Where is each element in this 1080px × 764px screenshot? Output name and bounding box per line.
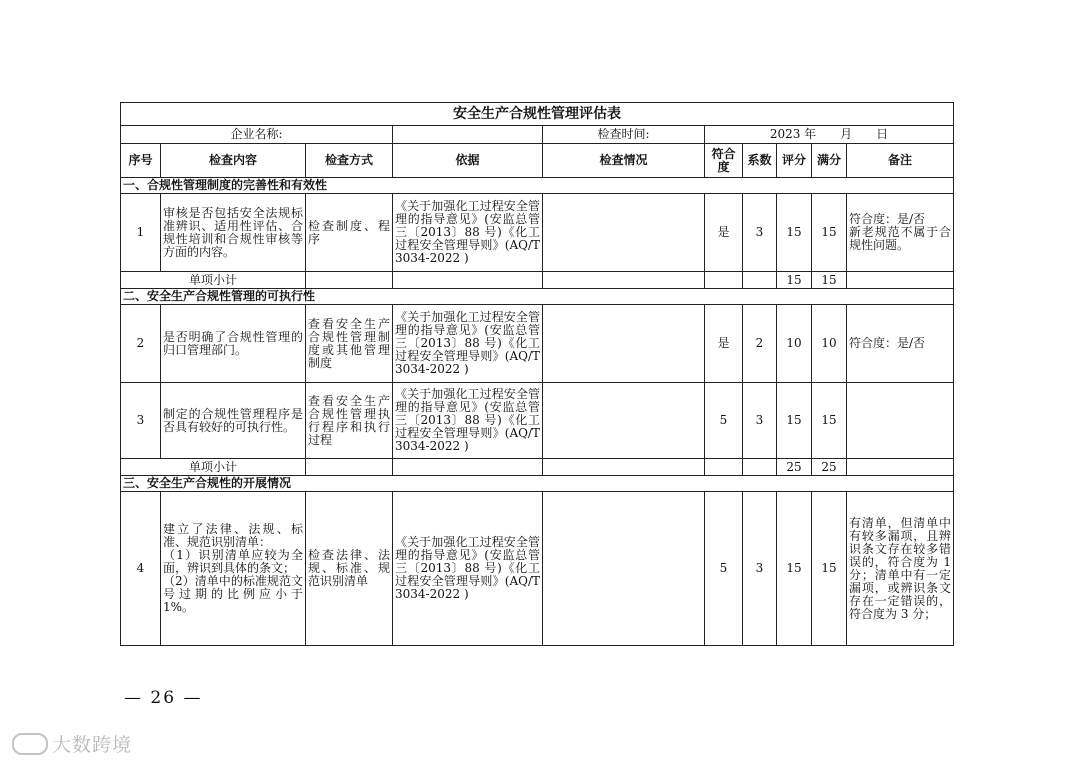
empty-cell [393, 272, 543, 289]
header-conform: 符合度 [705, 144, 743, 178]
cell-score: 15 [777, 383, 812, 459]
table-row [121, 305, 954, 383]
table-row [121, 383, 954, 459]
cell-basis: 《关于加强化工过程安全管理的指导意见》(安监总管三〔2013〕88 号)《化工过程安全管理导则》(AQ/T 3034-2022 ) [393, 383, 543, 459]
cell-no: 4 [121, 492, 161, 646]
cell-basis: 《关于加强化工过程安全管理的指导意见》(安监总管三〔2013〕88 号)《化工过程安全管理导则》(AQ/T 3034-2022 ) [393, 305, 543, 383]
header-method: 检查方式 [306, 144, 393, 178]
watermark-text: 大数跨境 [52, 734, 133, 756]
subtotal-score: 15 [777, 272, 812, 289]
cell-method: 检查制度、程序 [306, 194, 393, 272]
subtotal-score: 25 [777, 459, 812, 476]
cell-coef: 3 [743, 492, 777, 646]
subtotal-label: 单项小计 [121, 459, 306, 476]
cell-method: 检查法律、法规、标准、规范识别清单 [306, 492, 393, 646]
subtotal-label: 单项小计 [121, 272, 306, 289]
cell-situation [543, 305, 705, 383]
cell-remark [847, 383, 954, 459]
cell-conform: 是 [705, 305, 743, 383]
header-coef: 系数 [743, 144, 777, 178]
cell-no: 1 [121, 194, 161, 272]
cell-content: 审核是否包括安全法规标准辨识、适用性评估、合规性培训和合规性审核等方面的内容。 [161, 194, 306, 272]
section-title: 三、安全生产合规性的开展情况 [121, 476, 954, 492]
header-no: 序号 [121, 144, 161, 178]
cell-method: 查看安全生产合规性管理执行程序和执行过程 [306, 383, 393, 459]
empty-cell [543, 459, 705, 476]
cell-remark: 有清单，但清单中有较多漏项，且辨识条文存在较多错误的，符合度为 1 分；清单中有一定漏项，或辨识条文存在一定错误的，符合度为 3 分； [847, 492, 954, 646]
company-label: 企业名称: [121, 126, 393, 144]
cell-full: 15 [812, 492, 847, 646]
subtotal-row [121, 272, 954, 289]
time-value: 2023 年 月 日 [705, 126, 954, 144]
empty-cell [393, 459, 543, 476]
empty-cell [743, 272, 777, 289]
cell-conform: 5 [705, 383, 743, 459]
cell-conform: 是 [705, 194, 743, 272]
cell-basis: 《关于加强化工过程安全管理的指导意见》(安监总管三〔2013〕88 号)《化工过程安全管理导则》(AQ/T 3034-2022 ) [393, 492, 543, 646]
subtotal-full: 15 [812, 272, 847, 289]
cell-basis: 《关于加强化工过程安全管理的指导意见》(安监总管三〔2013〕88 号)《化工过程安全管理导则》(AQ/T 3034-2022 ) [393, 194, 543, 272]
watermark [12, 730, 132, 757]
cell-no: 2 [121, 305, 161, 383]
table-row [121, 492, 954, 646]
cell-coef: 3 [743, 383, 777, 459]
cell-full: 15 [812, 383, 847, 459]
cell-content: 是否明确了合规性管理的归口管理部门。 [161, 305, 306, 383]
table-row [121, 194, 954, 272]
cell-score: 10 [777, 305, 812, 383]
cell-conform: 5 [705, 492, 743, 646]
empty-cell [847, 459, 954, 476]
cell-coef: 3 [743, 194, 777, 272]
cell-situation [543, 492, 705, 646]
cell-remark: 符合度：是/否 [847, 305, 954, 383]
header-row [121, 144, 954, 178]
empty-cell [705, 272, 743, 289]
header-remark: 备注 [847, 144, 954, 178]
section-title: 一、合规性管理制度的完善性和有效性 [121, 178, 954, 194]
empty-cell [306, 459, 393, 476]
subtotal-full: 25 [812, 459, 847, 476]
cell-score: 15 [777, 194, 812, 272]
assessment-table [120, 102, 954, 646]
empty-cell [705, 459, 743, 476]
company-value [393, 126, 543, 144]
cell-situation [543, 383, 705, 459]
empty-cell [306, 272, 393, 289]
header-basis: 依据 [393, 144, 543, 178]
watermark-logo-icon [12, 733, 48, 755]
header-content: 检查内容 [161, 144, 306, 178]
cell-full: 15 [812, 194, 847, 272]
time-label: 检查时间: [543, 126, 705, 144]
section-title: 二、安全生产合规性管理的可执行性 [121, 289, 954, 305]
table-title: 安全生产合规性管理评估表 [121, 103, 954, 126]
cell-score: 15 [777, 492, 812, 646]
header-situation: 检查情况 [543, 144, 705, 178]
page-number: — 26 — [124, 688, 203, 708]
cell-situation [543, 194, 705, 272]
cell-coef: 2 [743, 305, 777, 383]
empty-cell [543, 272, 705, 289]
cell-no: 3 [121, 383, 161, 459]
cell-content: 制定的合规性管理程序是否具有较好的可执行性。 [161, 383, 306, 459]
empty-cell [743, 459, 777, 476]
cell-method: 查看安全生产合规性管理制度或其他管理制度 [306, 305, 393, 383]
empty-cell [847, 272, 954, 289]
header-full: 满分 [812, 144, 847, 178]
subtotal-row [121, 459, 954, 476]
header-score: 评分 [777, 144, 812, 178]
cell-remark: 符合度：是/否 新老规范不属于合规性问题。 [847, 194, 954, 272]
cell-content: 建立了法律、法规、标准、规范识别清单： （1）识别清单应较为全面，辨识到具体的条文； （2）清单中的标准规范文号过期的比例应小于 1%。 [161, 492, 306, 646]
cell-full: 10 [812, 305, 847, 383]
